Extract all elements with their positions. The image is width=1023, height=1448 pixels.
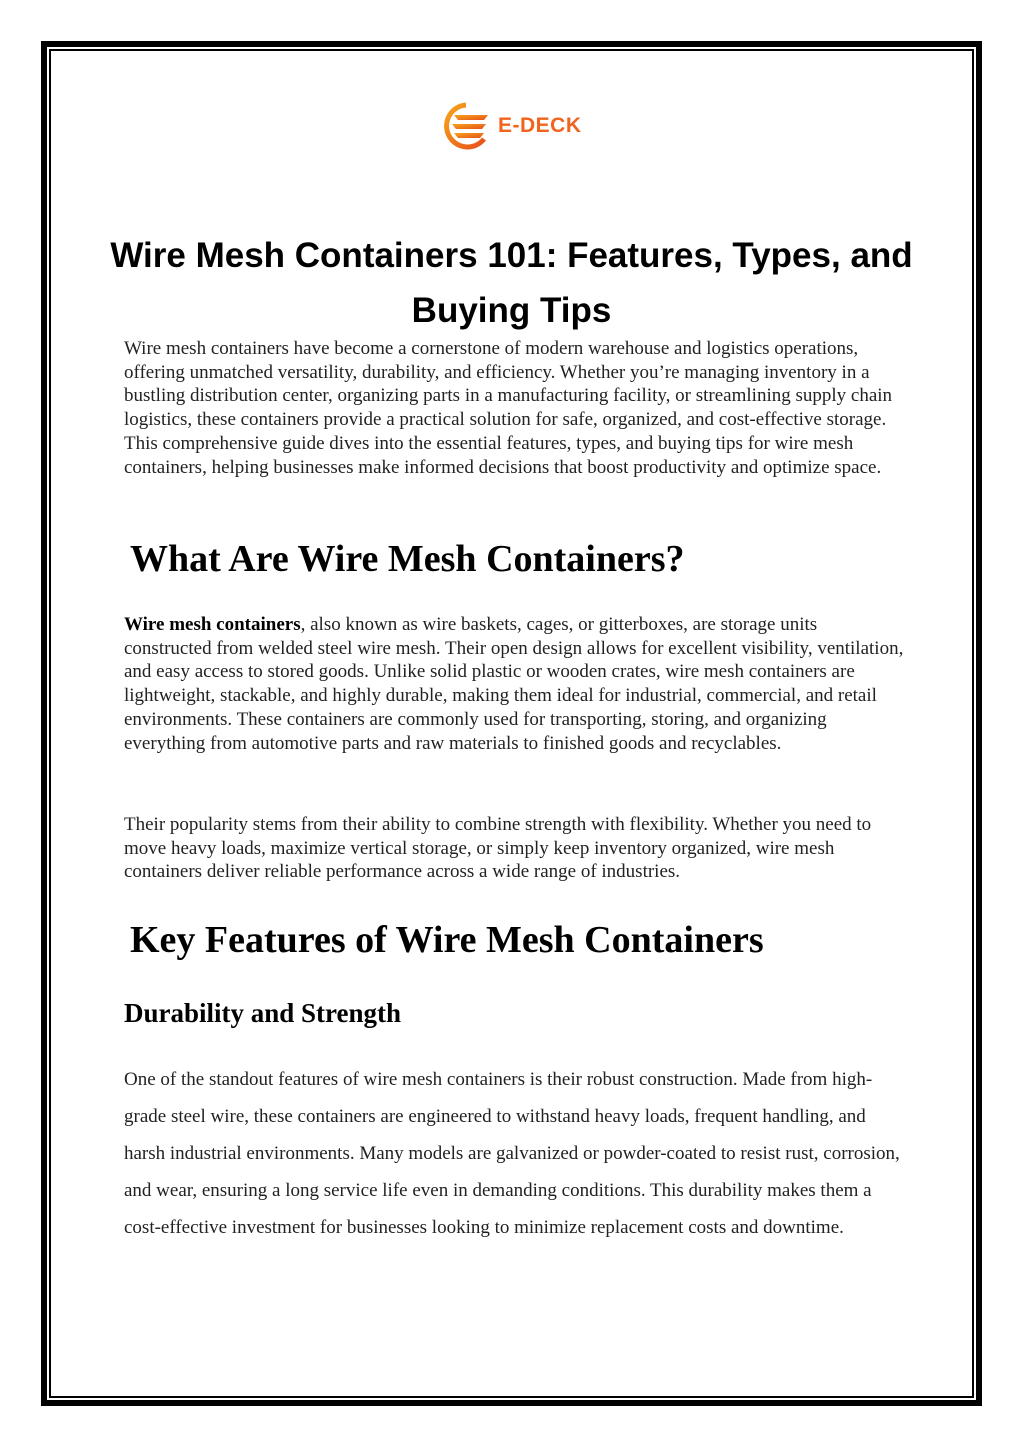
what-are-paragraph-2: Their popularity stems from their ability to combine strength with flexibility. Whether you need to move heavy loads, maximize vertical storage, or simply keep inventory organized, wire mesh containers deliver reliable performance across a wide range of industries. xyxy=(124,814,872,883)
paragraph-text: , also known as wire baskets, cages, or gitterboxes, are storage units constructed from welded steel wire mesh. Their open design allows for excellent visibility, ventilation, and easy access to stored goods. Unlike solid plastic or wooden crates, wire mesh containers are lightweight, stackable, and highly durable, making them ideal for industrial, commercial, and retail environments. These containers are commonly used for transporting, storing, and organizing everything from automotive parts and raw materials to finished goods and recyclables. xyxy=(124,614,904,754)
intro-paragraph: Wire mesh containers have become a cornerstone of modern warehouse and logistics operations, offering unmatched versatility, durability, and efficiency. Whether you’re managing inventory in a bustling distribution center, organizing parts in a manufacturing facility, or streamlining supply chain logistics, these containers provide a practical solution for safe, organized, and cost-effective storage. This comprehensive guide dives into the essential features, types, and buying tips for wire mesh containers, helping businesses make informed decisions that boost productivity and optimize space. xyxy=(124,338,893,478)
what-are-paragraph-1 xyxy=(124,613,904,755)
page-title: Wire Mesh Containers 101: Features, Types, and Buying Tips xyxy=(110,236,913,331)
section-heading-key-features: Key Features of Wire Mesh Containers xyxy=(130,919,764,961)
section-heading-what-are: What Are Wire Mesh Containers? xyxy=(130,538,685,580)
subheading-durability: Durability and Strength xyxy=(124,998,402,1028)
logo-text: E-DECK xyxy=(498,114,582,137)
durability-paragraph: One of the standout features of wire mesh containers is their robust construction. Made from high-grade steel wire, these containers are engineered to withstand heavy loads, frequent handling, and harsh industrial environments. Many models are galvanized or powder-coated to resist rust, corrosion, and wear, ensuring a long service life even in demanding conditions. This durability makes them a cost-effective investment for businesses looking to minimize replacement costs and downtime. xyxy=(124,1069,900,1238)
bold-term: Wire mesh containers xyxy=(124,614,301,635)
logo xyxy=(440,101,582,151)
e-deck-logo-icon xyxy=(440,101,492,151)
